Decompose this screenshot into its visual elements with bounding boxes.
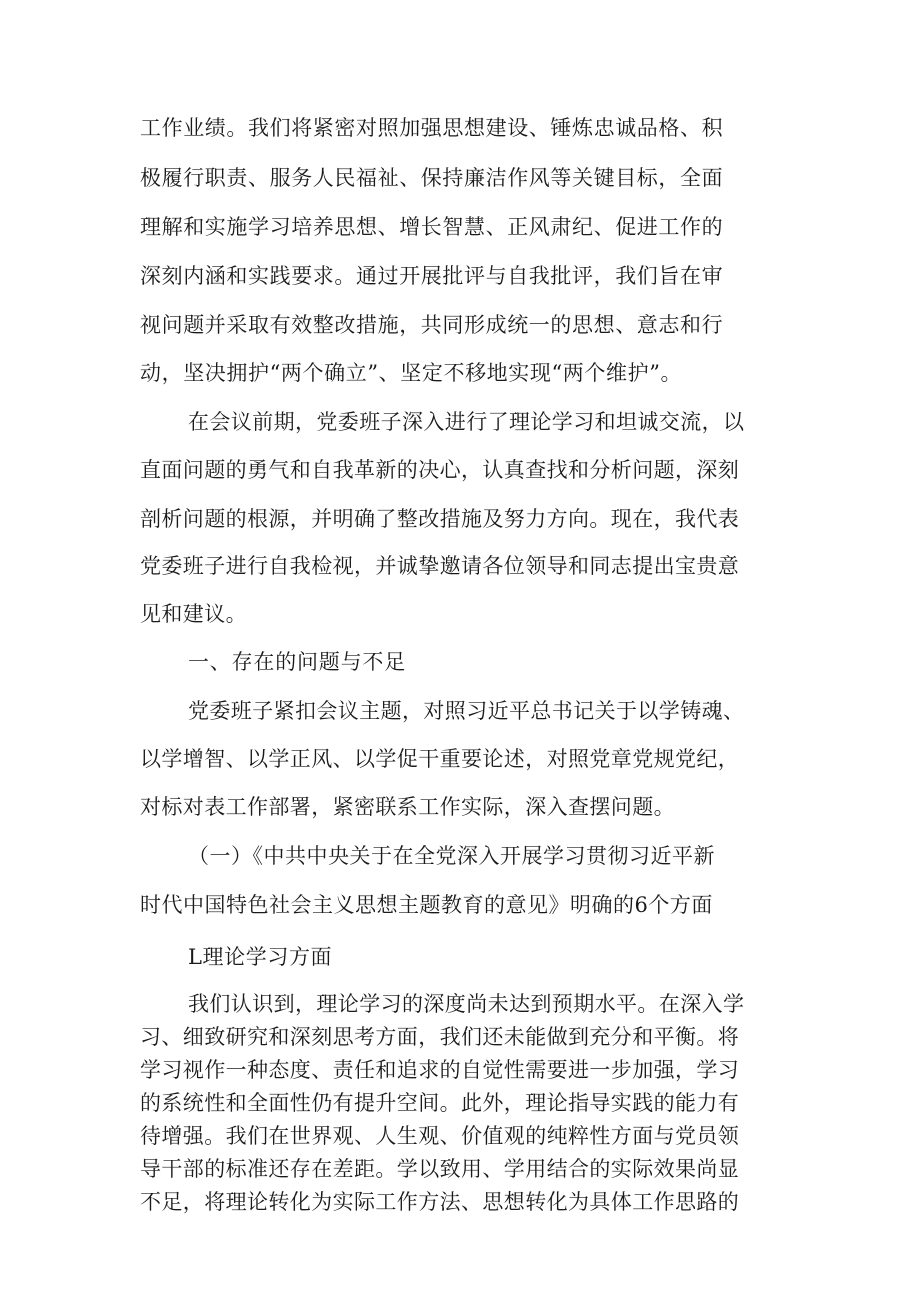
paragraph-line: 极履行职责、服务人民福祉、保持廉洁作风等关键目标，全面 (140, 166, 724, 190)
paragraph-line: 党委班子紧扣会议主题，对照习近平总书记关于以学铸魂、 (188, 699, 745, 723)
paragraph-line: 理解和实施学习培养思想、增长智慧、正风肃纪、促进工作的 (140, 215, 724, 239)
paragraph-line: 在会议前期，党委班子深入进行了理论学习和坦诚交流，以 (188, 410, 745, 434)
paragraph-line: 剖析问题的根源，并明确了整改措施及努力方向。现在，我代表 (140, 507, 740, 531)
subsection-heading: 时代中国特色社会主义思想主题教育的意见》明确的6个方面 (140, 893, 713, 917)
paragraph-line: 不足，将理论转化为实际工作方法、思想转化为具体工作思路的 (140, 1190, 740, 1214)
paragraph-line: 深刻内涵和实践要求。通过开展批评与自我批评，我们旨在审 (140, 264, 724, 288)
paragraph-line: 工作业绩。我们将紧密对照加强思想建设、锤炼忠诚品格、积 (140, 116, 724, 140)
paragraph-line: 导干部的标准还存在差距。学以致用、学用结合的实际效果尚显 (140, 1157, 740, 1181)
paragraph-line: 直面问题的勇气和自我革新的决心，认真查找和分析问题，深刻 (140, 458, 740, 482)
paragraph-line: 动，坚决拥护“两个确立”、坚定不移地实现“两个维护”。 (140, 361, 683, 385)
paragraph-line: 我们认识到，理论学习的深度尚未达到预期水平。在深入学 (188, 992, 745, 1016)
paragraph-line: 的系统性和全面性仍有提升空间。此外，理论指导实践的能力有 (140, 1091, 740, 1115)
paragraph-line: 以学增智、以学正风、以学促干重要论述，对照党章党规党纪， (140, 747, 740, 771)
item-heading: L理论学习方面 (188, 945, 333, 969)
paragraph-line: 视问题并采取有效整改措施，共同形成统一的思想、意志和行 (140, 313, 724, 337)
paragraph-line: 对标对表工作部署，紧密联系工作实际，深入查摆问题。 (140, 795, 675, 819)
paragraph-line: 待增强。我们在世界观、人生观、价值观的纯粹性方面与党员领 (140, 1124, 740, 1148)
section-heading: 一、存在的问题与不足 (188, 650, 406, 674)
paragraph-line: 习、细致研究和深刻思考方面，我们还未能做到充分和平衡。将 (140, 1025, 740, 1049)
paragraph-line: 见和建议。 (140, 602, 247, 626)
subsection-heading: （一）《中共中央关于在全党深入开展学习贯彻习近平新 (188, 844, 715, 868)
paragraph-line: 党委班子进行自我检视，并诚挚邀请各位领导和同志提出宝贵意 (140, 554, 740, 578)
paragraph-line: 学习视作一种态度、责任和追求的自觉性需要进一步加强，学习 (140, 1058, 740, 1082)
